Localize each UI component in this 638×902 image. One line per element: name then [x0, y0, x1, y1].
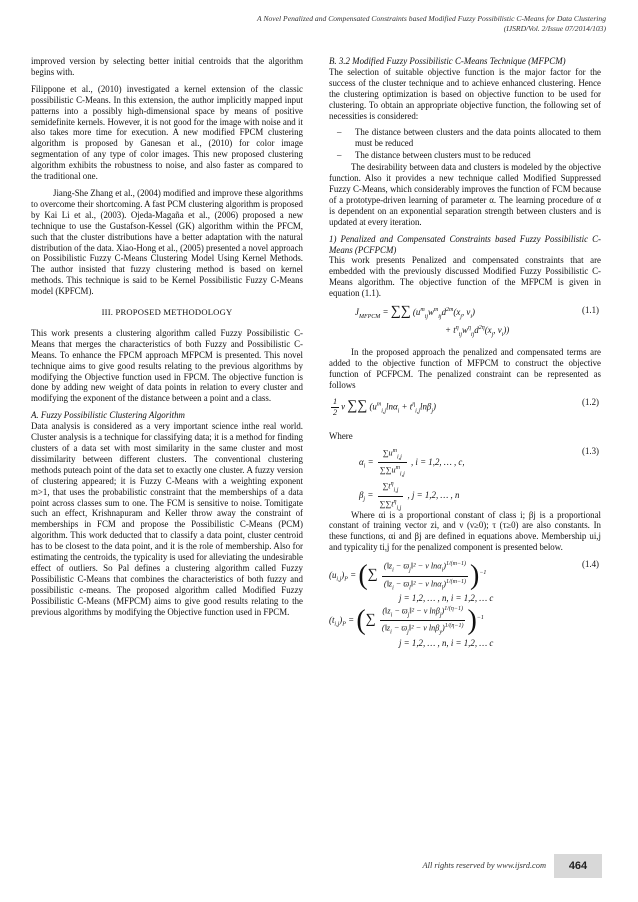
paragraph: In the proposed approach the penalized and compensated terms are added to the objective function of MFPCM to construct the objective function of PCFPCM. The penalized constraint can be represented as follows — [329, 347, 601, 390]
equation-1-3: (1.3) $\alpha_i$ = $\frac{\sum u^m_{i,j}}{\sum\sum u^m_{i,j}}$ , i = 1,2, … , c, $\beta_j$ = $\frac{\sum t^\eta_{i,j}}{\sum\sum t^\eta_{i,j}}$ , j = 1,2, … , n — [359, 445, 599, 512]
dash-bullet: – — [337, 150, 342, 161]
equation-1-1: (1.1) $J_{MFPCM}$ = ∑∑ ($u^m_{ij}w^m_{ij}d^{2m}(x_j$, $v_i$) + $t^\eta_{ij}w^\eta_{ij}d^{2\eta}(x_j$, $v_i$)) — [355, 304, 599, 338]
list-item — [337, 127, 601, 149]
list-item — [337, 150, 601, 161]
equation-number: (1.2) — [581, 396, 599, 407]
paragraph: The selection of suitable objective function is the major factor for the success of the cluster technique and to achieve enhanced clustering. Hence the clustering optimization is based on objective function to be used for clustering. To obtain an appropriate objective function, the following set of necessities is considered: — [329, 66, 601, 121]
paragraph: improved version by selecting better initial centroids that the algorithm begins with. — [31, 56, 303, 77]
subsection-heading: B. 3.2 Modified Fuzzy Possibilistic C-Means Technique (MFPCM) — [329, 56, 566, 66]
header-issue: (IJSRD/Vol. 2/Issue 07/2014/103) — [503, 24, 606, 33]
paragraph: Data analysis is considered as a very important science inthe real world. Cluster analysis is a technique for classifying data; it is a method for finding clusters of a data set with most similarity in the same cluster and most dissimilarity between different clusters. The conventional clustering methods puteach point of the data set to exactly one cluster. A fuzzy version of clustering appeared; it is Fuzzy C-Means with a weighting exponent m>1, that uses the probabilistic constraint that the memberships of a data point across classes sum to one. The FCM is sensitive to noise. Tomitigate such an effect, Krishnapuram and Keller throw away the constraint of memberships in FCM and propose the Possibilistic C-Means (PCM) algorithm. This work deducted that to classify a data point, cluster centroid has to be closest to the data point, and it is the role of membership. Also for estimating the centroids, the typicality is used for alleviating the undesirable effect of outliers. So Pal defines a clustering algorithm called Fuzzy Possibilistic C-Means that combines the characteristics of both fuzzy and possibilistic c-means. The proposed algorithm called Modified Fuzzy Possibilistic C-Means (MFPCM) aims to give good results relating to the previous algorithms by modifying the Objective function used in FPCM. — [31, 421, 303, 617]
paragraph: This work presents Penalized and compensated constraints that are embedded with the previously discussed Modified Fuzzy Possibilistic C-Means algorithm. The objective function of the MFPCM is given in equation (1.1). — [329, 255, 601, 299]
section-heading: III. PROPOSED METHODOLOGY — [101, 307, 233, 318]
range-label: j = 1,2, … , n, i = 1,2, … c — [399, 592, 494, 603]
where-label: Where — [329, 430, 353, 441]
left-column — [31, 56, 303, 624]
equation-number: (1.1) — [581, 305, 599, 316]
subsubsection-heading: 1) Penalized and Compensated Constraints based Fuzzy Possibilistic C-Means (PCFPCM) — [329, 233, 601, 255]
equation-1-2: (1.2) $\frac{1}{2}$ ν ∑∑ $(u^m_{i,j}\ln\alpha_i + t^\eta_{i,j}\ln\beta_j)$ — [333, 396, 599, 417]
header-title: A Novel Penalized and Compensated Constraints based Modified Fuzzy Possibilistic C-Means for Data Clustering — [257, 14, 606, 23]
running-header — [46, 14, 606, 34]
paragraph: The desirability between data and clusters is modeled by the objective function. Also it provides a new technique called Modified Suppressed Fuzzy C-Means, which considerably improves the function of FCM because of a prototype-driven learning of parameter α. The learning procedure of α is dependent on an exponential separation strength between clusters and is updated at every iteration. — [329, 162, 601, 227]
paragraph: This work presents a clustering algorithm called Fuzzy Possibilistic C-Means that merges the characteristics of both Fuzzy and Possibilistic C-Means. To enhance the FPCM approach MFPCM is presented. This novel technique aims to give good results relating to the previous algorithms by modifying the Objective function used in FPCM. The objective function is done by adding new weight of data points in relation to every cluster and modifying the exponent of the distance between a point and a class. — [31, 327, 303, 404]
dash-bullet: – — [337, 127, 342, 138]
rights-notice: All rights reserved by www.ijsrd.com — [422, 861, 546, 870]
equation-number: (1.4) — [581, 559, 599, 570]
subsection-heading: A. Fuzzy Possibilistic Clustering Algorithm — [31, 410, 185, 421]
equation-number: (1.3) — [581, 445, 599, 456]
right-column — [329, 56, 601, 647]
range-label: j = 1,2, … , n, i = 1,2, … c — [399, 637, 494, 648]
list-item-text: The distance between clusters and the data points allocated to them must be reduced — [355, 127, 601, 149]
paragraph: Jiang-She Zhang et al., (2004) modified and improve these algorithms to overcome their shortcoming. A fast PCM clustering algorithm is proposed by Kai Li et al., (2003). Ojeda-Magaña et al., (2006) proposed a new technique to use the Gustafson-Kessel (GK) algorithm within the PFCM, such that the cluster distributions have a better adaptation with the natural distribution of the data. Xiao-Hong et al., (2005) presented a novel approach on Possibilistic Fuzzy C-Means Clustering Model Using Kernel Methods. The author insisted that fuzzy clustering method is based on kernel methods. This technique is said to be Kernel Possibilistic Fuzzy C-Means model (KPFCM). — [31, 187, 303, 297]
page-footer — [0, 852, 638, 882]
equation-1-4: (1.4) $(u_{i,j})_P$ = (∑ $\frac{(‖z_i - ϖ_j‖^2 - \nu \ln\alpha_i)^{1/(m-1)}}{(‖z_i - ϖ_l‖^2 - \nu \ln\alpha_l)^{1/(m-1)}}$ )$^{-1}$ j = 1,2, … , n, i = 1,2, … c $(t_{i,j})_P$ = (∑ $\frac{(‖z_i - ϖ_j‖^2 - \nu \ln\beta_j)^{1/(\eta-1)}}{(‖z_i - ϖ_j‖^2 - \nu \ln\beta_y)^{1/(\eta-1)}}$ )$^{-1}$ j = 1,2, … , n, i = 1,2, … c — [329, 559, 599, 648]
list-item-text: The distance between clusters must to be reduced — [355, 150, 531, 161]
paragraph: Filippone et al., (2010) investigated a kernel extension of the classic possibilistic C-Means. In this extension, the author implicitly mapped input patterns into a possibly high-dimensional space by means of positive semidefinite kernels. However, it is not good for the image with noise and it also takes more time for execution. A new modified FPCM clustering algorithm is proposed by Ganesan et al., (2010) for color image segmentation of any type of color images. This new proposed clustering algorithm exhibits the robustness to noise, and also faster as compared to the traditional one. — [31, 83, 303, 182]
page-number: 464 — [554, 854, 602, 878]
paragraph: Where αi is a proportional constant of class i; βj is a proportional constant of training vector zi, and ν (ν≥0); τ (τ≥0) are also constants. In these functions, αi and βj are defined in equations above. Membership ui,j and typicality ti,j for the penalized component is presented below. — [329, 509, 601, 553]
